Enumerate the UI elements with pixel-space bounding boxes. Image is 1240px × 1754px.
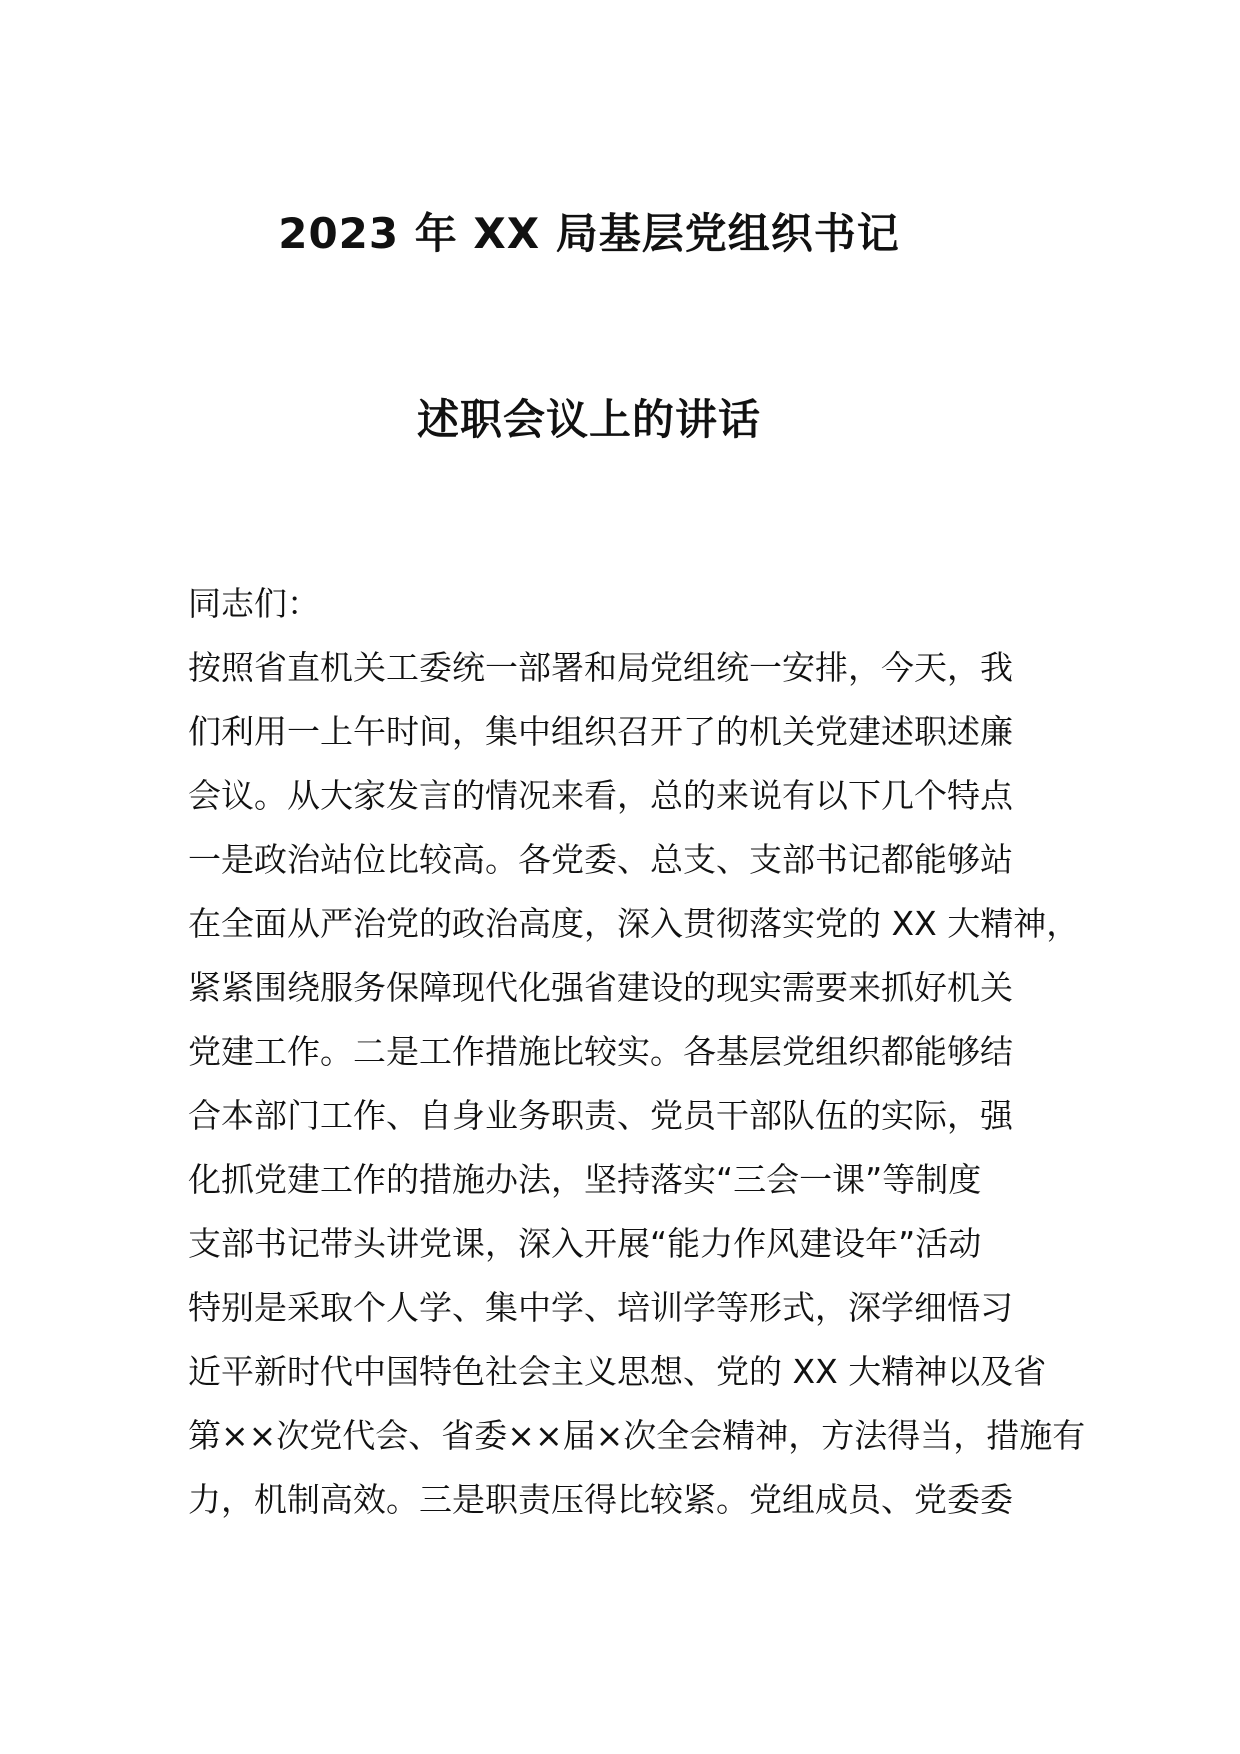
body-line: 会议。从大家发言的情况来看，总的来说有以下几个特点 (188, 776, 1013, 815)
body-paragraph (188, 636, 1088, 1532)
document-title-line-2: 述职会议上的讲话 (416, 395, 761, 444)
body-line: 党建工作。二是工作措施比较实。各基层党组织都能够结 (188, 1032, 1013, 1071)
body-line: 近平新时代中国特色社会主义思想、党的 XX 大精神以及省 (188, 1352, 1047, 1391)
body-line: 合本部门工作、自身业务职责、党员干部队伍的实际，强 (188, 1096, 1013, 1135)
body-line: 化抓党建工作的措施办法，坚持落实“三会一课”等制度 (188, 1160, 982, 1199)
body-line: 力，机制高效。三是职责压得比较紧。党组成员、党委委 (188, 1480, 1013, 1519)
body-line: 一是政治站位比较高。各党委、总支、支部书记都能够站 (188, 840, 1013, 879)
document-title-line-1: 2023 年 XX 局基层党组织书记 (278, 209, 900, 258)
body-line: 们利用一上午时间，集中组织召开了的机关党建述职述廉 (188, 712, 1013, 751)
body-line: 在全面从严治党的政治高度，深入贯彻落实党的 XX 大精神， (188, 904, 1080, 943)
body-line: 支部书记带头讲党课，深入开展“能力作风建设年”活动 (188, 1224, 982, 1263)
body-line: 紧紧围绕服务保障现代化强省建设的现实需要来抓好机关 (188, 968, 1013, 1007)
salutation: 同志们： (188, 584, 320, 623)
body-line: 第××次党代会、省委××届×次全会精神，方法得当，措施有 (188, 1416, 1086, 1455)
body-line: 按照省直机关工委统一部署和局党组统一安排，今天，我 (188, 648, 1013, 687)
body-line: 特别是采取个人学、集中学、培训学等形式，深学细悟习 (188, 1288, 1013, 1327)
